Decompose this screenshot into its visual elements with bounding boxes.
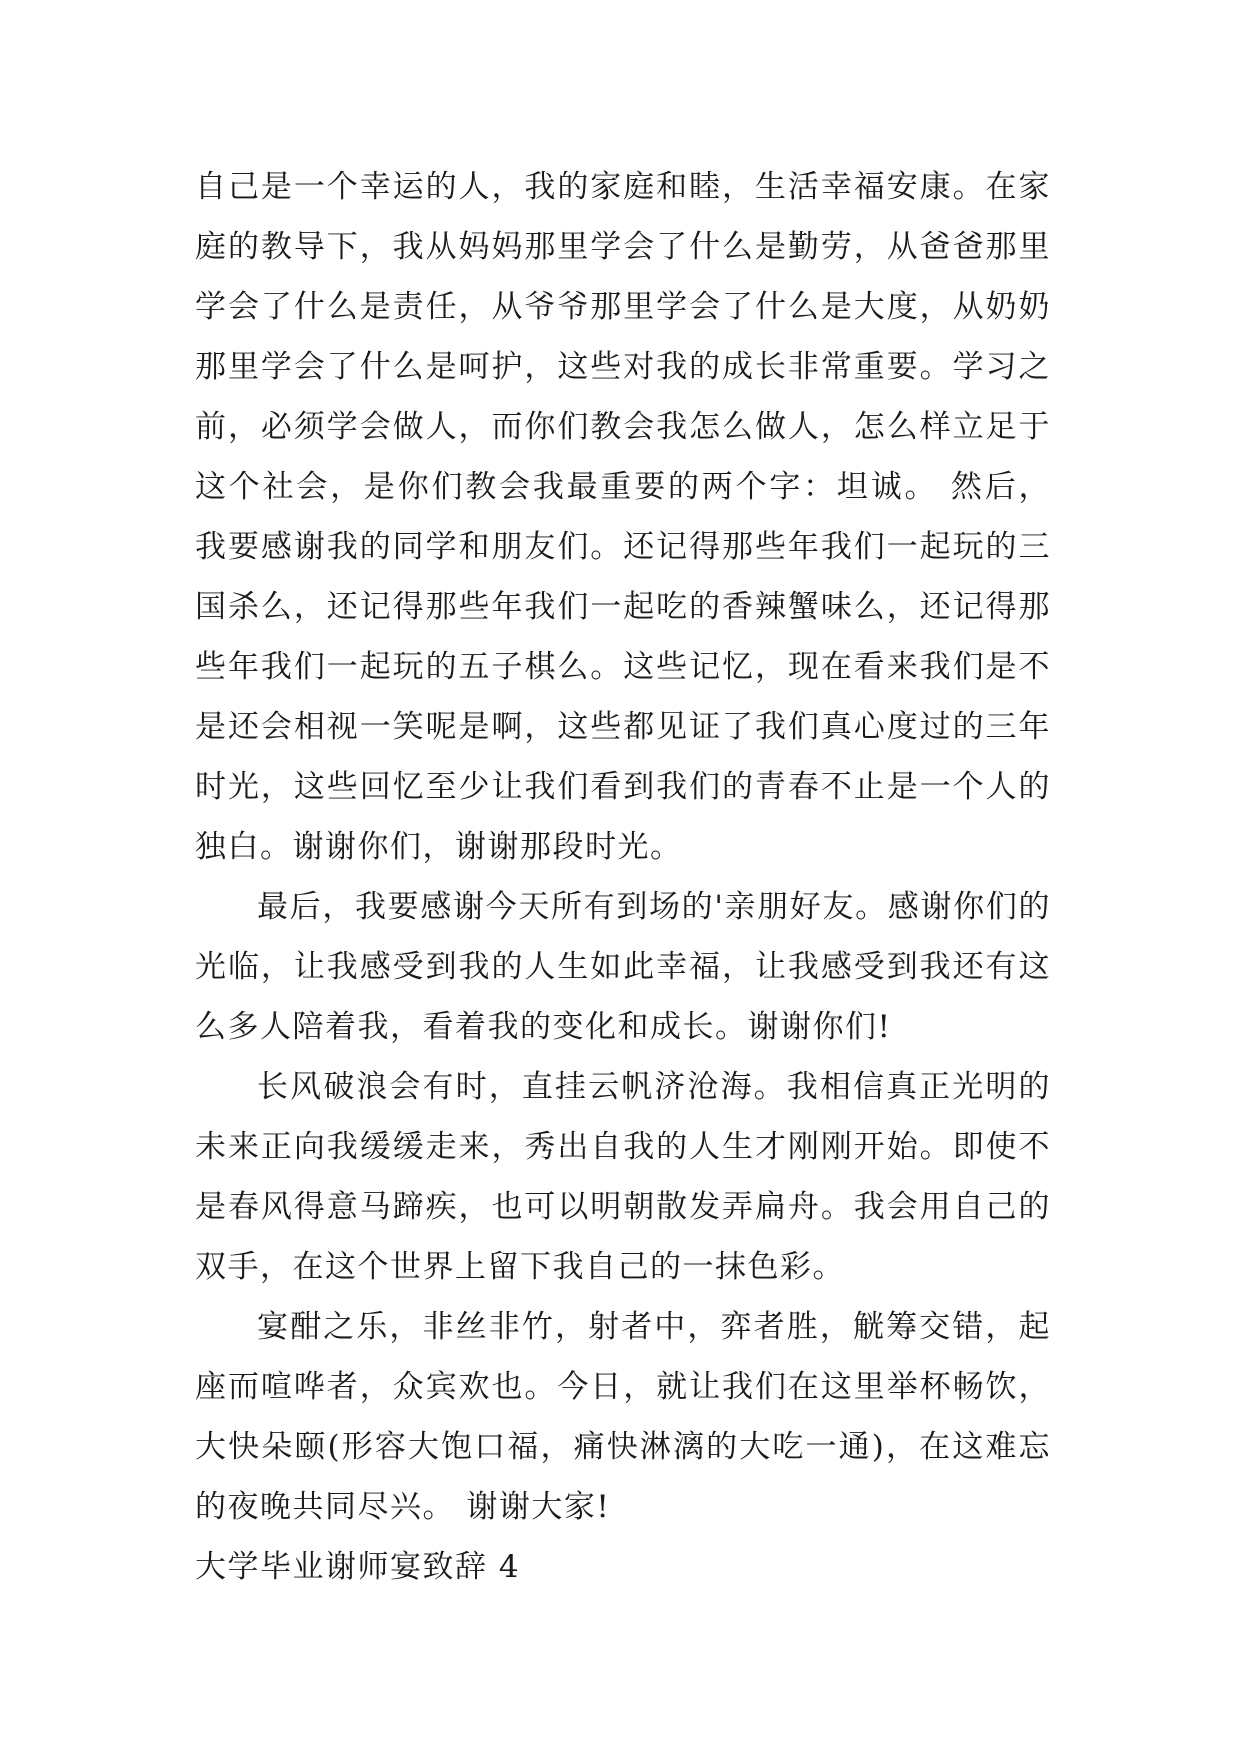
paragraph-2: 最后，我要感谢今天所有到场的'亲朋好友。感谢你们的光临，让我感受到我的人生如此幸福，让我感受到我还有这么多人陪着我，看着我的变化和成长。谢谢你们! (195, 889, 1051, 1045)
paragraph-1: 自己是一个幸运的人，我的家庭和睦，生活幸福安康。在家庭的教导下，我从妈妈那里学会了什么是勤劳，从爸爸那里学会了什么是责任，从爷爷那里学会了什么是大度，从奶奶那里学会了什么是呵护，这些对我的成长非常重要。学习之前，必须学会做人，而你们教会我怎么做人，怎么样立足于这个社会，是你们教会我最重要的两个字：坦诚。 然后，我要感谢我的同学和朋友们。还记得那些年我们一起玩的三国杀么，还记得那些年我们一起吃的香辣蟹味么，还记得那些年我们一起玩的五子棋么。这些记忆，现在看来我们是不是还会相视一笑呢是啊，这些都见证了我们真心度过的三年时光，这些回忆至少让我们看到我们的青春不止是一个人的独白。谢谢你们，谢谢那段时光。 (195, 169, 1051, 865)
section-heading: 大学毕业谢师宴致辞 4 (195, 1549, 521, 1585)
paragraph-4: 宴酣之乐，非丝非竹，射者中，弈者胜，觥筹交错，起座而喧哗者，众宾欢也。今日，就让我们在这里举杯畅饮，大快朵颐(形容大饱口福，痛快淋漓的大吃一通)，在这难忘的夜晚共同尽兴。 谢谢大家! (195, 1309, 1051, 1525)
paragraph-3: 长风破浪会有时，直挂云帆济沧海。我相信真正光明的未来正向我缓缓走来，秀出自我的人生才刚刚开始。即使不是春风得意马蹄疾，也可以明朝散发弄扁舟。我会用自己的双手，在这个世界上留下我自己的一抹色彩。 (195, 1069, 1051, 1285)
document-body (195, 157, 1051, 1597)
